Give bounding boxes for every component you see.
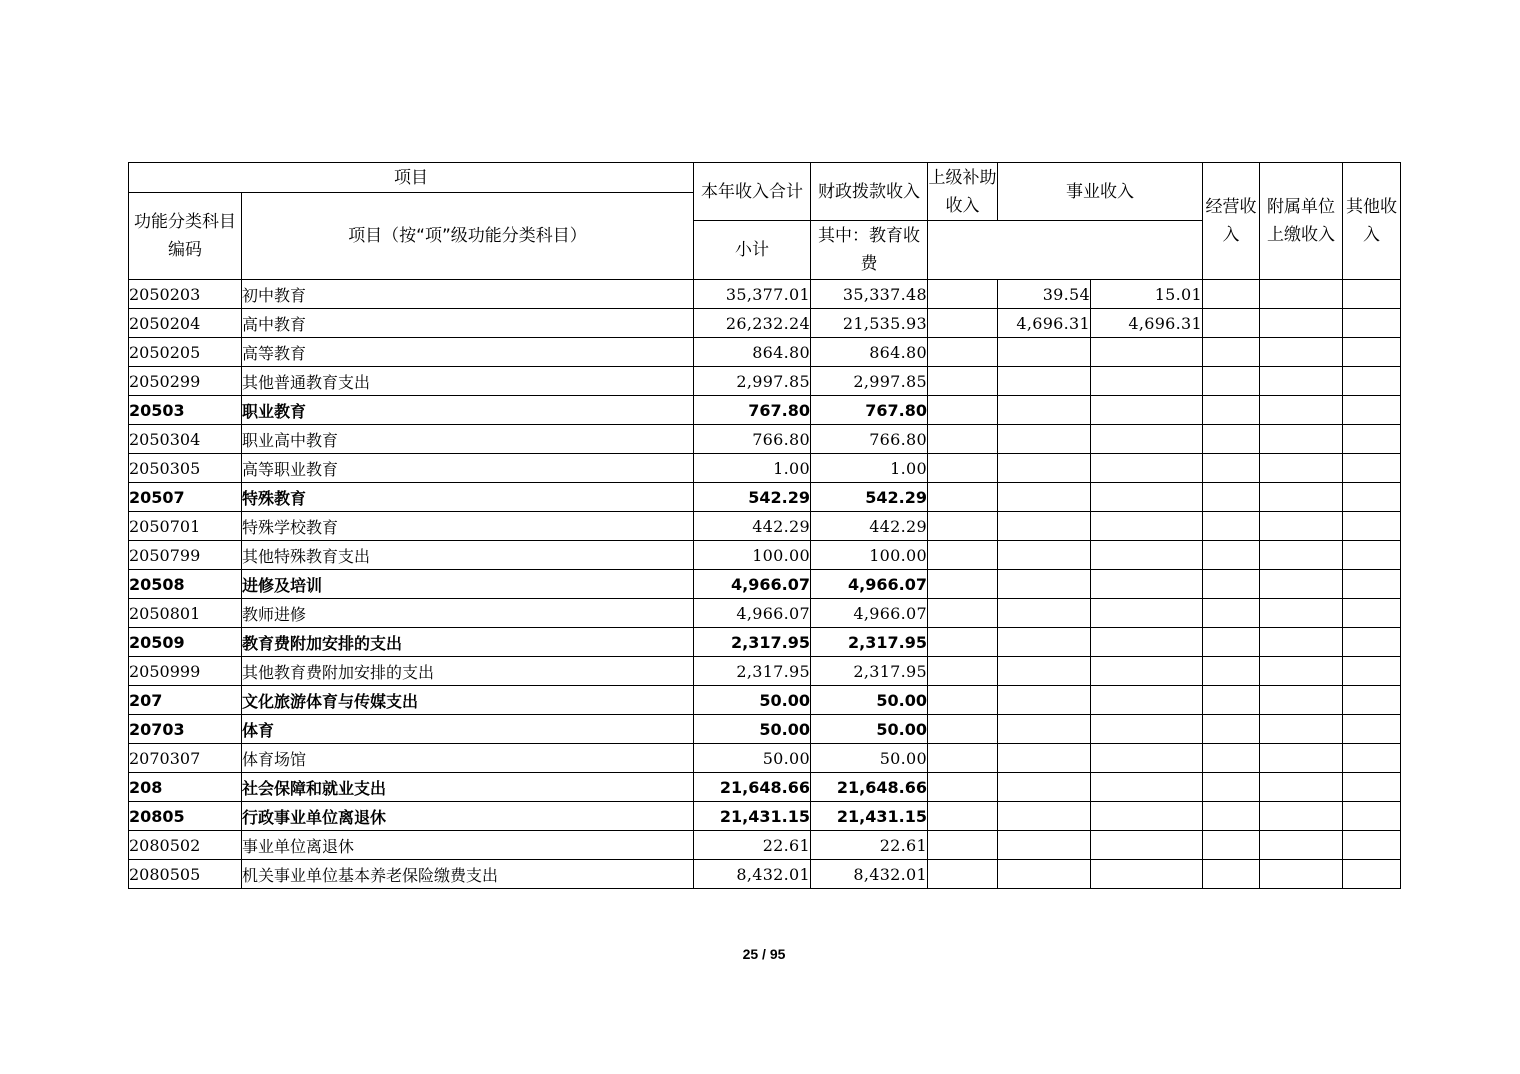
header-item-group: 项目 [129,163,694,193]
cell-code: 2050305 [129,454,242,483]
cell-code: 2080502 [129,831,242,860]
table-row [129,280,1401,309]
cell-fiscal: 50.00 [811,744,928,773]
cell-edu-fee [1091,425,1203,454]
cell-name: 进修及培训 [242,570,694,599]
cell-code: 20805 [129,802,242,831]
cell-edu-fee [1091,367,1203,396]
cell-total: 1.00 [694,454,811,483]
cell-edu-fee [1091,686,1203,715]
cell-operating [1203,773,1260,802]
cell-name: 职业教育 [242,396,694,425]
cell-name: 机关事业单位基本养老保险缴费支出 [242,860,694,889]
cell-operating [1203,338,1260,367]
cell-subtotal [998,686,1091,715]
cell-fiscal: 21,535.93 [811,309,928,338]
cell-affiliate [1260,483,1343,512]
cell-operating [1203,715,1260,744]
cell-affiliate [1260,860,1343,889]
cell-subtotal [998,512,1091,541]
cell-superior [928,570,998,599]
cell-edu-fee [1091,396,1203,425]
cell-name: 社会保障和就业支出 [242,773,694,802]
table-row [129,396,1401,425]
cell-affiliate [1260,802,1343,831]
cell-affiliate [1260,686,1343,715]
cell-superior [928,396,998,425]
cell-affiliate [1260,338,1343,367]
cell-name: 高等教育 [242,338,694,367]
cell-other [1343,831,1401,860]
cell-code: 2070307 [129,744,242,773]
cell-subtotal [998,483,1091,512]
income-table [128,162,1401,889]
cell-operating [1203,483,1260,512]
page-number: 25 / 95 [742,946,786,962]
cell-operating [1203,367,1260,396]
cell-edu-fee [1091,657,1203,686]
cell-other [1343,715,1401,744]
cell-name: 行政事业单位离退休 [242,802,694,831]
cell-code: 208 [129,773,242,802]
cell-affiliate [1260,454,1343,483]
cell-other [1343,454,1401,483]
cell-superior [928,860,998,889]
table-row [129,309,1401,338]
cell-code: 20507 [129,483,242,512]
table-row [129,860,1401,889]
table-row [129,831,1401,860]
cell-operating [1203,860,1260,889]
cell-total: 4,966.07 [694,599,811,628]
table-row [129,657,1401,686]
cell-other [1343,338,1401,367]
header-operating: 经营收入 [1203,163,1260,280]
cell-edu-fee [1091,454,1203,483]
cell-affiliate [1260,541,1343,570]
cell-fiscal: 864.80 [811,338,928,367]
cell-superior [928,483,998,512]
cell-operating [1203,744,1260,773]
cell-affiliate [1260,657,1343,686]
cell-fiscal: 4,966.07 [811,599,928,628]
cell-edu-fee: 4,696.31 [1091,309,1203,338]
table-row [129,512,1401,541]
cell-subtotal [998,454,1091,483]
cell-fiscal: 767.80 [811,396,928,425]
cell-fiscal: 2,317.95 [811,657,928,686]
cell-fiscal: 1.00 [811,454,928,483]
cell-subtotal [998,773,1091,802]
cell-affiliate [1260,425,1343,454]
cell-subtotal [998,744,1091,773]
cell-operating [1203,541,1260,570]
cell-other [1343,367,1401,396]
cell-operating [1203,425,1260,454]
cell-code: 20508 [129,570,242,599]
cell-subtotal [998,831,1091,860]
cell-total: 50.00 [694,686,811,715]
cell-other [1343,541,1401,570]
cell-total: 2,317.95 [694,657,811,686]
cell-total: 26,232.24 [694,309,811,338]
table-row [129,628,1401,657]
cell-fiscal: 442.29 [811,512,928,541]
cell-operating [1203,686,1260,715]
cell-other [1343,744,1401,773]
cell-superior [928,367,998,396]
cell-code: 20703 [129,715,242,744]
cell-name: 初中教育 [242,280,694,309]
cell-superior [928,512,998,541]
cell-fiscal: 50.00 [811,715,928,744]
cell-operating [1203,309,1260,338]
cell-code: 2050204 [129,309,242,338]
cell-name: 特殊教育 [242,483,694,512]
cell-operating [1203,599,1260,628]
cell-fiscal: 50.00 [811,686,928,715]
cell-code: 2050299 [129,367,242,396]
cell-subtotal [998,628,1091,657]
cell-code: 2050799 [129,541,242,570]
cell-total: 21,648.66 [694,773,811,802]
cell-fiscal: 35,337.48 [811,280,928,309]
header-affiliate: 附属单位上缴收入 [1260,163,1343,280]
cell-operating [1203,396,1260,425]
header-total: 本年收入合计 [694,163,811,221]
header-code: 功能分类科目编码 [129,193,242,280]
cell-total: 8,432.01 [694,860,811,889]
cell-subtotal [998,715,1091,744]
cell-superior [928,454,998,483]
cell-code: 2050304 [129,425,242,454]
cell-code: 2050203 [129,280,242,309]
cell-code: 207 [129,686,242,715]
cell-superior [928,309,998,338]
cell-operating [1203,570,1260,599]
header-name: 项目（按“项”级功能分类科目） [242,193,694,280]
cell-subtotal [998,338,1091,367]
table-row [129,686,1401,715]
cell-edu-fee [1091,715,1203,744]
cell-name: 教育费附加安排的支出 [242,628,694,657]
cell-total: 4,966.07 [694,570,811,599]
cell-edu-fee [1091,541,1203,570]
cell-other [1343,280,1401,309]
cell-subtotal: 4,696.31 [998,309,1091,338]
cell-code: 2050701 [129,512,242,541]
cell-superior [928,541,998,570]
cell-subtotal [998,541,1091,570]
cell-superior [928,802,998,831]
cell-other [1343,483,1401,512]
cell-operating [1203,628,1260,657]
table-row [129,744,1401,773]
cell-name: 其他普通教育支出 [242,367,694,396]
cell-superior [928,686,998,715]
cell-operating [1203,831,1260,860]
cell-superior [928,628,998,657]
cell-edu-fee [1091,570,1203,599]
cell-total: 542.29 [694,483,811,512]
header-fiscal: 财政拨款收入 [811,163,928,221]
cell-subtotal [998,657,1091,686]
table-row [129,454,1401,483]
cell-fiscal: 2,997.85 [811,367,928,396]
cell-subtotal [998,367,1091,396]
cell-edu-fee [1091,338,1203,367]
table-row [129,541,1401,570]
header-subtotal: 小计 [694,221,811,280]
cell-name: 职业高中教育 [242,425,694,454]
cell-name: 其他教育费附加安排的支出 [242,657,694,686]
cell-fiscal: 542.29 [811,483,928,512]
cell-name: 其他特殊教育支出 [242,541,694,570]
cell-total: 864.80 [694,338,811,367]
cell-edu-fee [1091,628,1203,657]
cell-subtotal [998,425,1091,454]
cell-code: 20503 [129,396,242,425]
cell-subtotal [998,860,1091,889]
cell-other [1343,599,1401,628]
cell-superior [928,744,998,773]
cell-affiliate [1260,512,1343,541]
cell-other [1343,773,1401,802]
cell-total: 22.61 [694,831,811,860]
cell-affiliate [1260,367,1343,396]
cell-affiliate [1260,396,1343,425]
cell-name: 教师进修 [242,599,694,628]
cell-affiliate [1260,744,1343,773]
cell-total: 2,997.85 [694,367,811,396]
cell-superior [928,280,998,309]
cell-code: 2050801 [129,599,242,628]
cell-superior [928,425,998,454]
cell-edu-fee [1091,860,1203,889]
cell-edu-fee [1091,512,1203,541]
cell-edu-fee [1091,831,1203,860]
cell-other [1343,802,1401,831]
cell-code: 20509 [129,628,242,657]
cell-operating [1203,512,1260,541]
cell-other [1343,628,1401,657]
cell-affiliate [1260,599,1343,628]
cell-total: 21,431.15 [694,802,811,831]
cell-superior [928,831,998,860]
cell-other [1343,860,1401,889]
cell-subtotal [998,599,1091,628]
cell-total: 766.80 [694,425,811,454]
header-edu-fee: 其中：教育收费 [811,221,928,280]
header-superior: 上级补助收入 [928,163,998,221]
cell-operating [1203,280,1260,309]
cell-subtotal: 39.54 [998,280,1091,309]
cell-fiscal: 21,648.66 [811,773,928,802]
cell-total: 50.00 [694,744,811,773]
cell-affiliate [1260,280,1343,309]
table-row [129,338,1401,367]
cell-edu-fee [1091,599,1203,628]
cell-edu-fee [1091,483,1203,512]
cell-affiliate [1260,773,1343,802]
cell-total: 50.00 [694,715,811,744]
cell-other [1343,570,1401,599]
cell-other [1343,686,1401,715]
cell-fiscal: 22.61 [811,831,928,860]
cell-edu-fee [1091,802,1203,831]
cell-total: 442.29 [694,512,811,541]
cell-fiscal: 2,317.95 [811,628,928,657]
cell-total: 100.00 [694,541,811,570]
cell-operating [1203,802,1260,831]
cell-total: 767.80 [694,396,811,425]
cell-total: 2,317.95 [694,628,811,657]
cell-subtotal [998,396,1091,425]
cell-other [1343,396,1401,425]
cell-name: 高等职业教育 [242,454,694,483]
cell-edu-fee [1091,773,1203,802]
cell-superior [928,773,998,802]
cell-name: 高中教育 [242,309,694,338]
cell-other [1343,657,1401,686]
cell-code: 2050205 [129,338,242,367]
cell-fiscal: 766.80 [811,425,928,454]
table-row [129,773,1401,802]
cell-name: 体育场馆 [242,744,694,773]
header-other: 其他收入 [1343,163,1401,280]
table-row [129,802,1401,831]
cell-subtotal [998,570,1091,599]
cell-fiscal: 4,966.07 [811,570,928,599]
cell-other [1343,309,1401,338]
cell-fiscal: 8,432.01 [811,860,928,889]
cell-fiscal: 21,431.15 [811,802,928,831]
table-row [129,570,1401,599]
cell-affiliate [1260,628,1343,657]
table-body [129,280,1401,889]
cell-operating [1203,657,1260,686]
table-row [129,367,1401,396]
table-row [129,715,1401,744]
cell-affiliate [1260,570,1343,599]
cell-superior [928,715,998,744]
cell-other [1343,425,1401,454]
cell-total: 35,377.01 [694,280,811,309]
cell-superior [928,657,998,686]
cell-code: 2050999 [129,657,242,686]
header-business-group: 事业收入 [998,163,1203,221]
cell-subtotal [998,802,1091,831]
cell-affiliate [1260,715,1343,744]
cell-name: 特殊学校教育 [242,512,694,541]
cell-edu-fee: 15.01 [1091,280,1203,309]
cell-other [1343,512,1401,541]
table-row [129,483,1401,512]
cell-name: 文化旅游体育与传媒支出 [242,686,694,715]
cell-name: 事业单位离退休 [242,831,694,860]
cell-affiliate [1260,309,1343,338]
cell-superior [928,599,998,628]
cell-fiscal: 100.00 [811,541,928,570]
cell-affiliate [1260,831,1343,860]
cell-code: 2080505 [129,860,242,889]
cell-edu-fee [1091,744,1203,773]
cell-operating [1203,454,1260,483]
table-row [129,425,1401,454]
cell-name: 体育 [242,715,694,744]
cell-superior [928,338,998,367]
table-row [129,599,1401,628]
